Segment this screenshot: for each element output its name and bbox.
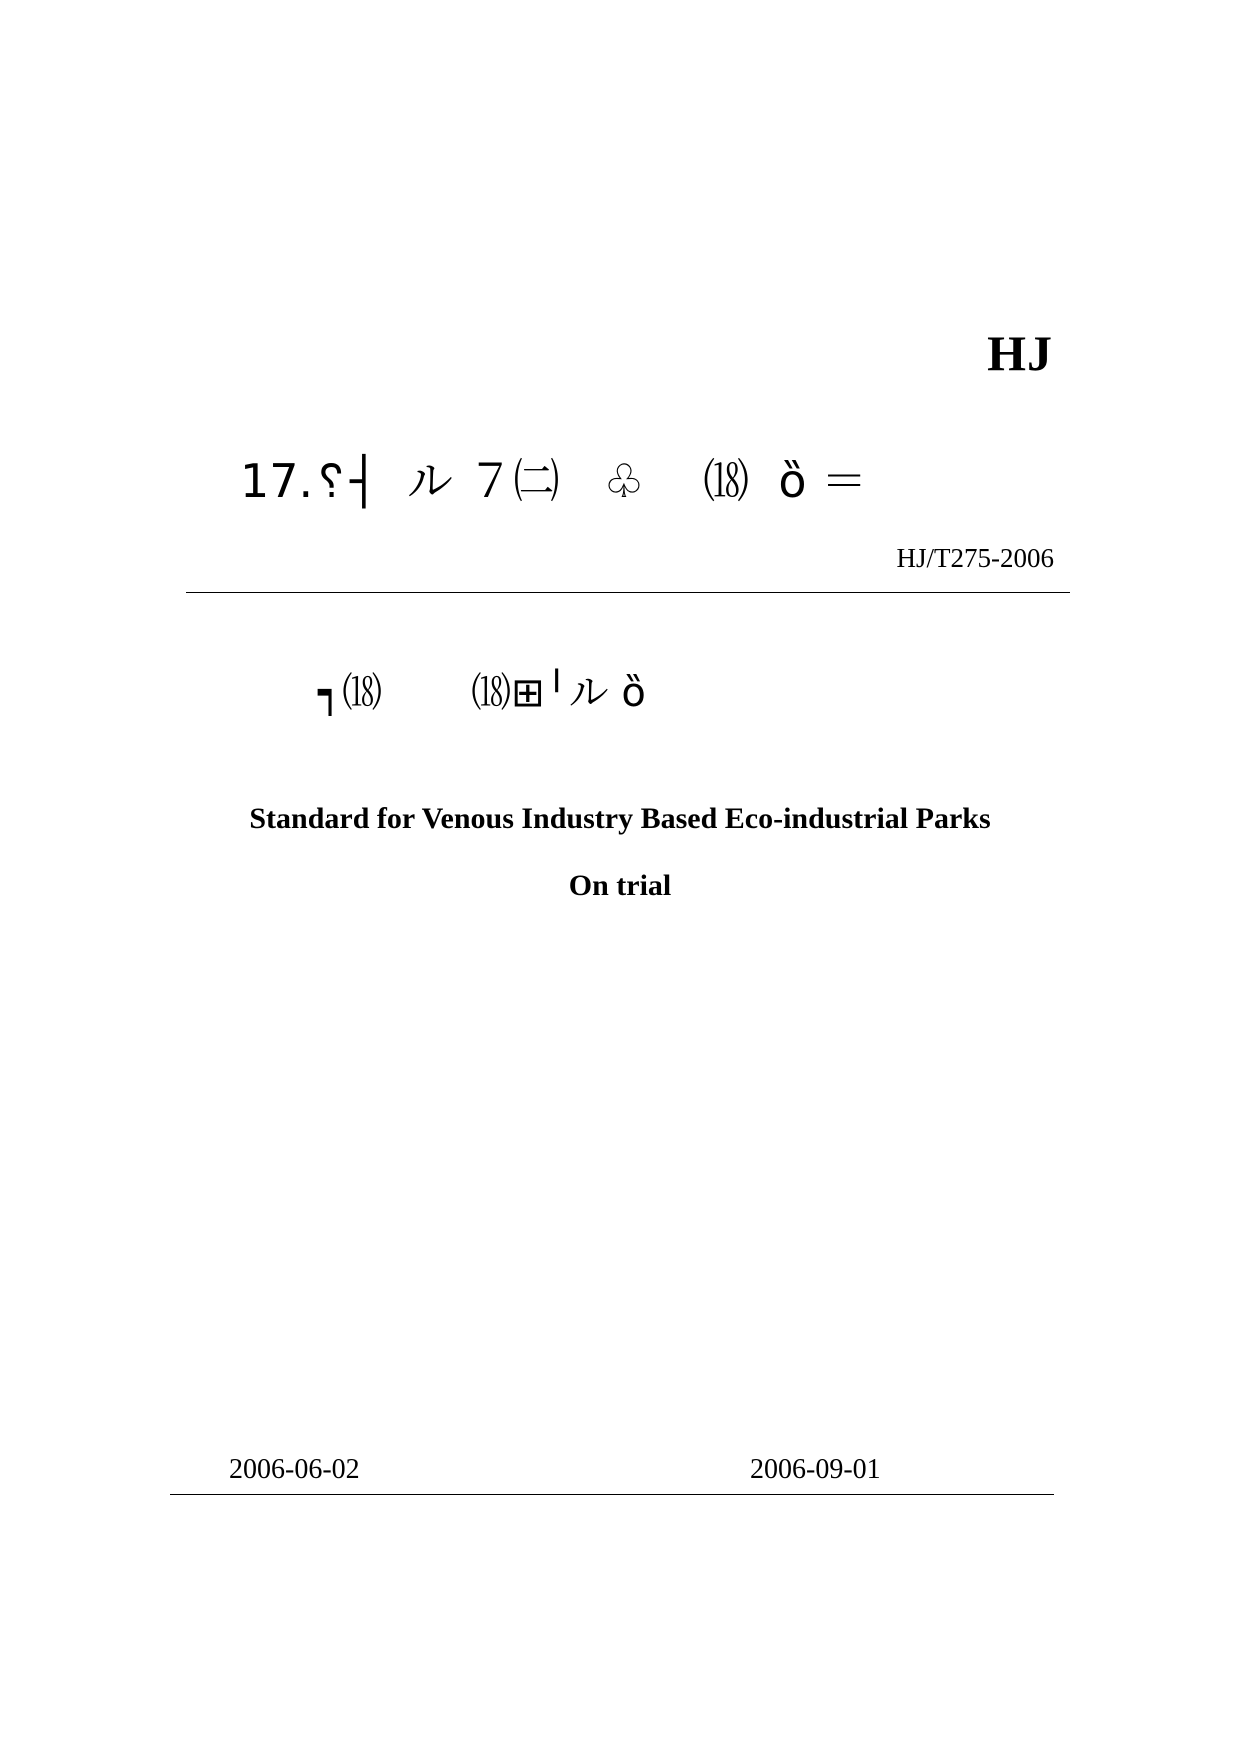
english-subtitle: On trial — [568, 869, 672, 902]
standard-number: HJ/T275-2006 — [896, 543, 1054, 573]
header-divider — [186, 592, 1070, 593]
chinese-title: 17.␦┤ ル ７㈡ ♧ ⒅ ȍ ＝ — [240, 454, 868, 508]
issue-date: 2006-06-02 — [229, 1454, 360, 1485]
footer-divider — [170, 1494, 1054, 1495]
english-title: Standard for Venous Industry Based Eco-industrial Parks — [249, 802, 991, 835]
standard-mark: HJ — [987, 325, 1053, 381]
effective-date: 2006-09-01 — [750, 1454, 881, 1485]
chinese-subtitle: ┑⒅ ⒅⊞╵ル ȍ — [318, 670, 646, 716]
